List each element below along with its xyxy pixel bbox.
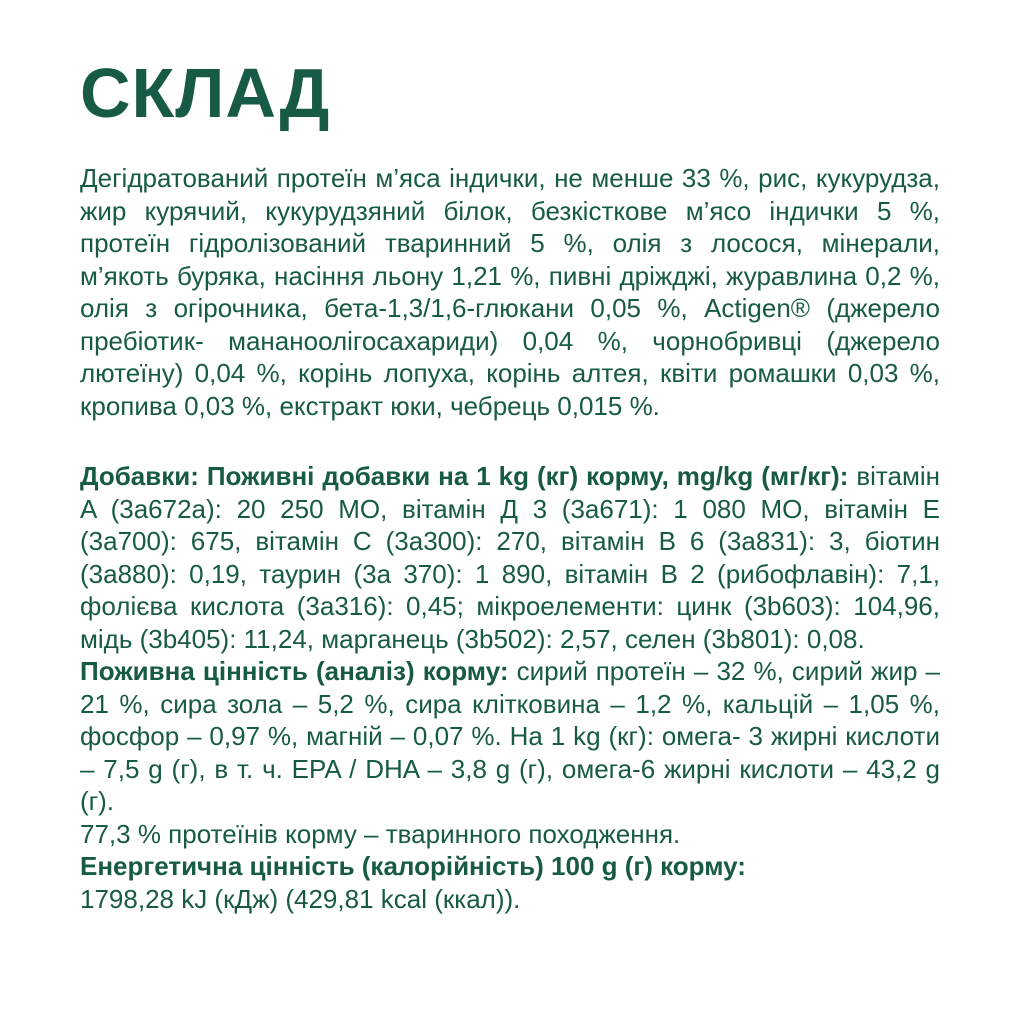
energy-label: Енергетична цінність (калорійність) 100 g (г) корму:	[80, 851, 746, 881]
additives-text: вітамін A (3a672a): 20 250 МО, вітамін Д 3 (3a671): 1 080 МО, вітамін E (3a700): 675, вітамін C (3a300): 270, вітамін B 6 (3a831): 3, біотин (3a880): 0,19, таурин (3a 370): 1 890, вітамін B 2 (рибофлавін): 7,1, фолієва кислота (3a316): 0,45; мікроелементи: цинк (3b603): 104,96, мідь (3b405): 11,24, марганець (3b502): 2,57, селен (3b801): 0,08.	[80, 461, 940, 654]
ingredients-paragraph: Дегідратований протеїн м’яса індички, не менше 33 %, рис, кукурудза, жир курячий, кукурудзяний білок, безкісткове м’ясо індички 5 %, протеїн гідролізований тваринний 5 %, олія з лосося, мінерали, м’якоть буряка, насіння льону 1,21 %, пивні дріжджі, журавлина 0,2 %, олія з огірочника, бета-1,3/1,6-глюкани 0,05 %, Actigen® (джерело пребіотик- мананоолігосахариди) 0,04 %, чорнобривці (джерело лютеїну) 0,04 %, корінь лопуха, корінь алтея, квіти ромашки 0,03 %, кропива 0,03 %, екстракт юки, чебрець 0,015 %.	[80, 163, 940, 421]
section-spacer	[80, 422, 940, 460]
nutrition-label: Поживна цінність (аналіз) корму:	[80, 656, 517, 686]
details-block	[80, 460, 940, 915]
additives-paragraph	[80, 460, 940, 655]
energy-label-line	[80, 850, 940, 883]
energy-value-line: 1798,28 kJ (кДж) (429,81 kcal (ккал)).	[80, 883, 521, 914]
nutrition-paragraph	[80, 655, 940, 818]
nutrition-text: сирий протеїн – 32 %, сирий жир – 21 %, сира зола – 5,2 %, сира клітковина – 1,2 %, кальцій – 1,05 %, фосфор – 0,97 %, магній – 0,07 %. На 1 kg (кг): омега- 3 жирні кислоти – 7,5 g (г), в т. ч. EPA / DHA – 3,8 g (г), омега-6 жирні кислоти – 43,2 g (г).	[80, 656, 940, 816]
page-title: СКЛАД	[80, 54, 331, 132]
protein-origin-line: 77,3 % протеїнів корму – тваринного походження.	[80, 818, 681, 849]
additives-label: Добавки: Поживні добавки на 1 kg (кг) корму, mg/kg (мг/кг):	[80, 461, 857, 491]
